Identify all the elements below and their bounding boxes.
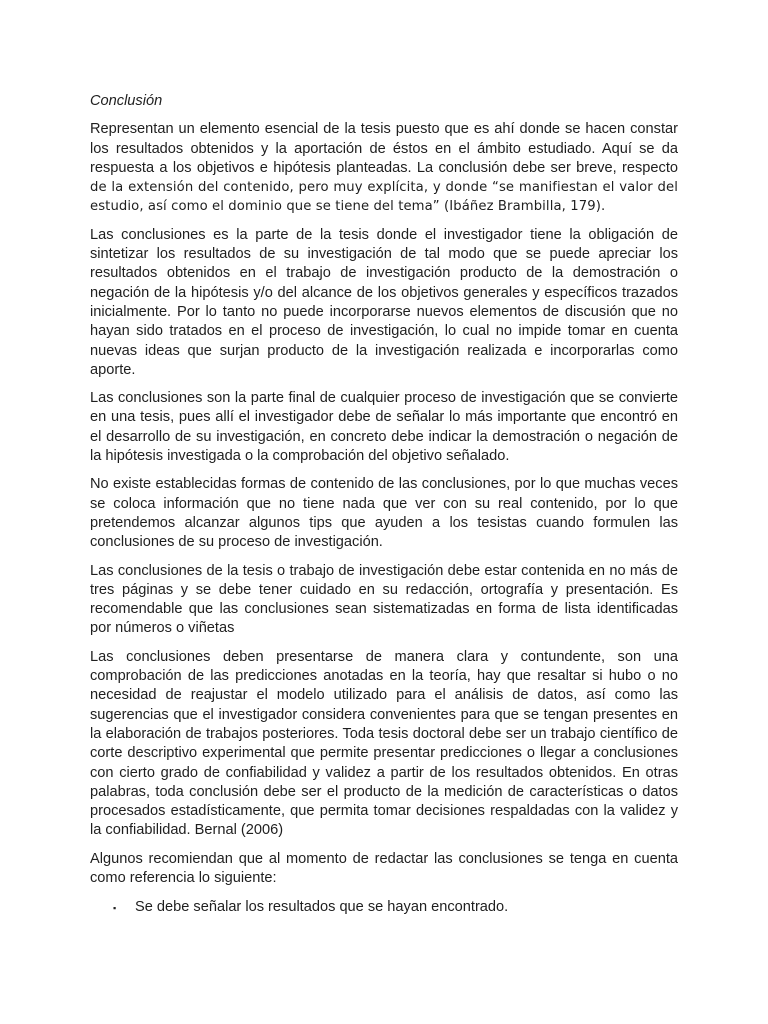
bullet-text: Se debe señalar los resultados que se hayan encontrado. — [135, 899, 509, 916]
bullet-list — [90, 898, 678, 918]
paragraph-1-lead: Representan un elemento esencial de la tesis puesto que es ahí donde se hacen constar los resultados obtenidos y la aportación de éstos en el ámbito estudiado. Aquí se da respuesta a los objetivos e hipótesis planteadas. La conclusión debe ser breve, respecto — [90, 121, 678, 176]
paragraph-1 — [90, 120, 678, 216]
paragraph-1-quote: de la extensión del contenido, pero muy explícita, y donde “se manifiestan el valor del estudio, así como el dominio que se tiene del tema” (Ibáñez Brambilla, 179). — [90, 180, 678, 215]
document-page — [90, 92, 678, 919]
paragraph-5: Las conclusiones de la tesis o trabajo de investigación debe estar contenida en no más de tres páginas y se debe tener cuidado en su redacción, ortografía y presentación. Es recomendable que las conclusiones sean sistematizadas en forma de lista identificadas por números o viñetas — [90, 562, 678, 637]
paragraph-7: Algunos recomiendan que al momento de redactar las conclusiones se tenga en cuenta como referencia lo siguiente: — [90, 850, 678, 886]
section-heading: Conclusión — [90, 93, 163, 109]
list-item — [90, 898, 678, 918]
square-bullet-icon: ▪ — [113, 903, 117, 914]
paragraph-4: No existe establecidas formas de contenido de las conclusiones, por lo que muchas veces se coloca información que no tiene nada que ver con su real contenido, por lo que pretendemos alcanzar algunos tips que ayuden a los tesistas cuando formulen las conclusiones de su proceso de investigación. — [90, 476, 678, 551]
paragraph-6: Las conclusiones deben presentarse de manera clara y contundente, son una comprobación de las predicciones anotadas en la teoría, hay que resaltar si hubo o no necesidad de reajustar el modelo utilizado para el análisis de datos, así como las sugerencias que el investigador considera convenientes para que se tengan presentes en la elaboración de trabajos posteriores. Toda tesis doctoral debe ser un trabajo científico de corte descriptivo experimental que permite presentar predicciones o llegar a conclusiones con cierto grado de confiabilidad y validez a partir de los resultados obtenidos. En otras palabras, toda conclusión debe ser el producto de la medición de características o datos procesados estadísticamente, que permita tomar decisiones respaldadas con la validez y la confiabilidad. Bernal (2006) — [90, 648, 678, 839]
paragraph-3: Las conclusiones son la parte final de cualquier proceso de investigación que se convierte en una tesis, pues allí el investigador debe de señalar lo más importante que encontró en el desarrollo de su investigación, en concreto debe indicar la demostración o negación de la hipótesis investigada o la comprobación del objetivo señalado. — [90, 390, 678, 465]
paragraph-2: Las conclusiones es la parte de la tesis donde el investigador tiene la obligación de sintetizar los resultados de su investigación de tal modo que se puede apreciar los resultados obtenidos en el trabajo de investigación producto de la demostración o negación de la hipótesis y/o del alcance de los objetivos generales y específicos trazados inicialmente. Por lo tanto no puede incorporarse nuevos elementos de discusión que no hayan sido tratados en el proceso de investigación, lo cual no impide tomar en cuenta nuevas ideas que surjan producto de la investigación realizada e incorporarlas como aporte. — [90, 226, 678, 378]
